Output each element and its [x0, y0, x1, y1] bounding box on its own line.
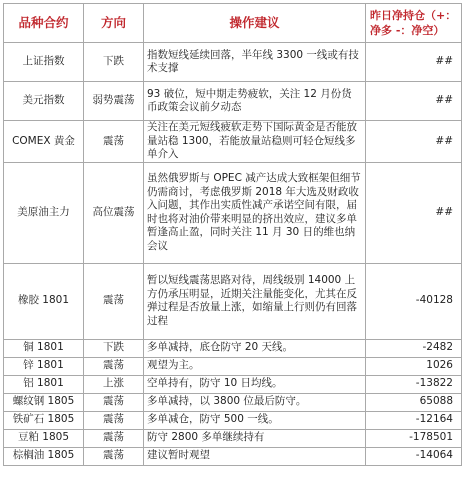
contract-cell: 豆粕 1805 — [4, 429, 84, 447]
header-position: 昨日净持仓（+：净多 -：净空） — [366, 4, 462, 43]
position-cell: -13822 — [366, 375, 462, 393]
table-row — [4, 121, 462, 163]
futures-advice-document — [3, 3, 461, 477]
position-cell: -14064 — [366, 447, 462, 465]
advice-cell: 多单减持，以 3800 位最后防守。 — [144, 393, 366, 411]
direction-cell: 震荡 — [84, 411, 144, 429]
advice-cell: 观望为主。 — [144, 357, 366, 375]
position-cell: 65088 — [366, 393, 462, 411]
direction-cell: 弱势震荡 — [84, 82, 144, 121]
contract-cell: 美原油主力 — [4, 162, 84, 263]
header-advice: 操作建议 — [144, 4, 366, 43]
advice-cell: 关注在美元短线疲软走势下国际黄金是否能放量站稳 1300，若能放量站稳则可轻仓短线多单介入 — [144, 121, 366, 163]
contract-cell: 上证指数 — [4, 43, 84, 82]
advice-cell: 多单减仓，防守 500 一线。 — [144, 411, 366, 429]
table-row — [4, 82, 462, 121]
advice-table — [3, 3, 462, 466]
direction-cell: 震荡 — [84, 357, 144, 375]
position-cell: 1026 — [366, 357, 462, 375]
table-row — [4, 43, 462, 82]
advice-cell: 暂以短线震荡思路对待，周线级别 14000 上方仍承压明显，近期关注量能变化，尤其在反弹过程是否放量上涨，如缩量上行则仍有回落过程 — [144, 263, 366, 339]
contract-cell: 橡胶 1801 — [4, 263, 84, 339]
direction-cell: 震荡 — [84, 447, 144, 465]
position-cell: -178501 — [366, 429, 462, 447]
advice-cell: 防守 2800 多单继续持有 — [144, 429, 366, 447]
contract-cell: 美元指数 — [4, 82, 84, 121]
table-row — [4, 411, 462, 429]
position-cell: -12164 — [366, 411, 462, 429]
contract-cell: 锌 1801 — [4, 357, 84, 375]
table-row — [4, 429, 462, 447]
header-direction: 方向 — [84, 4, 144, 43]
direction-cell: 震荡 — [84, 429, 144, 447]
direction-cell: 震荡 — [84, 121, 144, 163]
contract-cell: 铝 1801 — [4, 375, 84, 393]
table-row — [4, 357, 462, 375]
contract-cell: 铜 1801 — [4, 339, 84, 357]
advice-cell: 指数短线延续回落，半年线 3300 一线或有技术支撑 — [144, 43, 366, 82]
table-row — [4, 447, 462, 465]
direction-cell: 震荡 — [84, 393, 144, 411]
table-row — [4, 162, 462, 263]
contract-cell: 螺纹钢 1805 — [4, 393, 84, 411]
advice-cell: 多单减持，底仓防守 20 天线。 — [144, 339, 366, 357]
contract-cell: 棕榈油 1805 — [4, 447, 84, 465]
direction-cell: 下跌 — [84, 43, 144, 82]
position-cell: ## — [366, 162, 462, 263]
position-cell: -40128 — [366, 263, 462, 339]
position-cell: -2482 — [366, 339, 462, 357]
direction-cell: 上涨 — [84, 375, 144, 393]
table-row — [4, 339, 462, 357]
table-row — [4, 393, 462, 411]
contract-cell: 铁矿石 1805 — [4, 411, 84, 429]
table-row — [4, 263, 462, 339]
direction-cell: 下跌 — [84, 339, 144, 357]
direction-cell: 高位震荡 — [84, 162, 144, 263]
advice-cell: 建议暂时观望 — [144, 447, 366, 465]
table-row — [4, 375, 462, 393]
advice-cell: 虽然俄罗斯与 OPEC 减产达成大致框架但细节仍需商讨，考虑俄罗斯 2018 年大选及财政收入问题，其作出实质性减产承诺空间有限，届时也将对油价带来明显的挤出效应，建议多单暂逢高止盈，同时关注 11 月 30 日的维也纳会议 — [144, 162, 366, 263]
position-cell: ## — [366, 121, 462, 163]
contract-cell: COMEX 黄金 — [4, 121, 84, 163]
header-contract: 品种合约 — [4, 4, 84, 43]
advice-cell: 93 破位，短中期走势疲软，关注 12 月份货币政策会议前夕动态 — [144, 82, 366, 121]
position-cell: ## — [366, 43, 462, 82]
position-cell: ## — [366, 82, 462, 121]
direction-cell: 震荡 — [84, 263, 144, 339]
advice-cell: 空单持有，防守 10 日均线。 — [144, 375, 366, 393]
table-header-row — [4, 4, 462, 43]
